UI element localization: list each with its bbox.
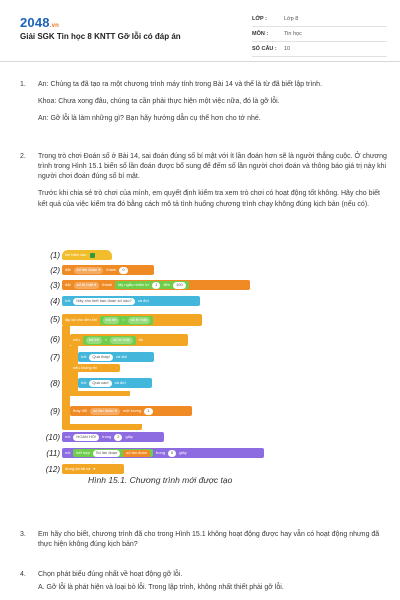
join-operator-block	[73, 449, 153, 457]
question-3	[20, 530, 390, 557]
block-label: trong	[155, 450, 166, 456]
block-label: và đợi	[114, 380, 126, 386]
question-body	[38, 80, 390, 124]
text-input: Quá cao!	[89, 380, 111, 387]
line-number: (10)	[45, 433, 60, 442]
block-label: nói	[65, 434, 71, 440]
block-label: nếu không thì	[73, 365, 98, 371]
variable-name: số lần đoán	[126, 450, 147, 456]
answer-option-a: A. Gỡ lỗi là phát hiện và loại bỏ lỗi. Trong lập trình, không nhất thiết phải gỡ lỗi.	[38, 584, 284, 592]
question-1	[20, 80, 390, 131]
block-label: nếu	[73, 337, 80, 343]
dialogue-line: Khoa: Chưa xong đâu, chúng ta cần phải thực hiện một việc nữa, đó là gỡ lỗi.	[38, 98, 280, 106]
meta-value: 10	[284, 46, 291, 53]
block-label: thay đổi	[73, 408, 88, 414]
logo-suffix: .vn	[49, 23, 60, 29]
paragraph: Trước khi chia sẻ trò chơi của mình, em quyết định kiểm tra xem trò chơi có hoạt động tốt không. Hãy cho biết kết quả của việc kiểm tra đó bằng cách mô tả tình huống chương trình chạy không đúng kịch bản (nếu có).	[38, 190, 380, 208]
block-label: thành	[106, 267, 117, 273]
set-secret-number-block	[62, 280, 250, 290]
meta-key: LỚP :	[252, 16, 267, 23]
block-label: giây	[125, 434, 133, 440]
block-label: thành	[102, 282, 113, 288]
line-number: (2)	[50, 266, 60, 275]
line-number: (7)	[50, 353, 60, 362]
block-label: hỏi	[81, 354, 87, 360]
scratch-program-figure	[40, 248, 300, 488]
block-label: dừng lại tất cả	[65, 466, 91, 472]
dialogue-line: An: Gỡ lỗi là làm những gì? Bạn hãy hướng dẫn cụ thể hơn cho tớ nhé.	[38, 115, 261, 123]
ask-too-low-block	[78, 352, 154, 362]
say-for-seconds-block	[62, 432, 164, 442]
question-number: 4.	[20, 571, 26, 578]
equals-operator-block	[100, 316, 153, 325]
block-label: hỏi	[65, 298, 71, 304]
block-label: lặp lại cho đến khi	[65, 317, 98, 323]
text-input: Số lần đoán	[93, 450, 120, 457]
variable-dropdown	[90, 408, 120, 415]
repeat-until-block	[62, 314, 202, 326]
value-input: 5	[168, 450, 176, 457]
set-variable-block	[62, 265, 154, 275]
block-label: kết hợp	[76, 450, 90, 456]
else-label	[70, 364, 120, 372]
line-number: (5)	[50, 315, 60, 324]
value-input: 1	[144, 408, 152, 415]
value-input: 100	[173, 282, 186, 289]
line-number: (3)	[50, 281, 60, 290]
greater-than-operator-block	[83, 336, 136, 345]
chevron-down-icon: ▾	[94, 282, 97, 288]
meta-value: Tin học	[284, 31, 302, 38]
text-input: HOAN HÔ!	[73, 434, 99, 441]
stop-all-block	[62, 464, 124, 474]
block-label: trong	[102, 434, 112, 440]
question-4	[20, 570, 390, 600]
variable-reporter: số bí mật	[128, 317, 150, 324]
question-2	[20, 152, 390, 217]
block-label: hỏi	[81, 380, 87, 386]
document-header	[0, 0, 400, 62]
value-input: 1	[152, 282, 160, 289]
question-body	[38, 570, 390, 593]
variable-dropdown	[74, 267, 104, 274]
question-number: 1.	[20, 81, 26, 88]
ask-and-wait-block	[62, 296, 200, 306]
block-label: đặt	[65, 267, 71, 273]
text-input: Hãy cho biết bạn đoán số nào?	[73, 298, 134, 305]
line-number: (8)	[50, 379, 60, 388]
paragraph: Em hãy cho biết, chương trình đã cho trong Hình 15.1 không hoạt động được hay vẫn có hoạt động nhưng đã thực hiện không đúng kịch bản?	[38, 531, 380, 549]
green-flag-icon	[90, 253, 95, 258]
meta-row-count	[252, 44, 387, 57]
meta-table	[252, 14, 387, 59]
chevron-down-icon: ▾	[98, 267, 101, 273]
question-number: 2.	[20, 153, 26, 160]
block-label: lấy ngẫu nhiên từ	[118, 282, 150, 288]
ask-too-high-block	[78, 378, 152, 388]
document-title: Giải SGK Tin học 8 KNTT Gỡ lỗi có đáp án	[20, 32, 181, 41]
block-label: một lượng	[122, 408, 142, 414]
repeat-bottom	[62, 424, 142, 430]
figure-caption: Hình 15.1. Chương trình mới được tạo	[88, 475, 233, 485]
block-label: khi bấm vào	[65, 252, 87, 258]
answer-reporter: trả lời	[86, 337, 102, 344]
variable-name: số lần đoán	[93, 408, 114, 414]
meta-key: MÔN :	[252, 31, 269, 38]
variable-reporter: số bí mật	[110, 337, 132, 344]
block-label: thì	[138, 337, 144, 343]
value-input: 0	[119, 267, 127, 274]
paragraph: Chọn phát biểu đúng nhất về hoạt động gỡ lỗi.	[38, 571, 183, 578]
paragraph: Trong trò chơi Đoán số ở Bài 14, sai đoán đúng số bí mật với ít lần đoán hơn sẽ là người thắng cuộc. Ở chương trình trong Hình 15.1 biến số lần đoán được bổ sung để đếm số lần người chơi đoán và thông báo giá trị này khi người chơi đoán đúng số bí mật.	[38, 153, 387, 181]
question-body	[38, 152, 390, 210]
line-number: (9)	[50, 407, 60, 416]
chevron-down-icon: ▾	[114, 408, 117, 414]
random-operator-block	[115, 281, 189, 289]
if-else-bottom	[70, 391, 130, 396]
question-body	[38, 530, 390, 550]
logo-main: 2048	[20, 15, 50, 30]
answer-reporter: trả lời	[103, 317, 119, 324]
operator-symbol: =	[122, 317, 125, 323]
question-number: 3.	[20, 531, 26, 538]
block-label: nói	[65, 450, 71, 456]
line-number: (11)	[46, 449, 60, 458]
line-number: (6)	[50, 335, 60, 344]
value-input: 2	[114, 434, 122, 441]
meta-key: SỐ CÂU :	[252, 46, 277, 53]
meta-row-class	[252, 14, 387, 27]
text-input: Quá thấp!	[89, 354, 113, 361]
say-join-block	[62, 448, 264, 458]
block-label: đến	[163, 282, 171, 288]
block-label: và đợi	[137, 298, 149, 304]
when-flag-clicked-block	[62, 250, 112, 260]
change-variable-block	[70, 406, 192, 416]
block-label: và đợi	[115, 354, 127, 360]
chevron-down-icon: ▾	[93, 466, 96, 472]
variable-dropdown	[74, 282, 100, 289]
line-number: (4)	[50, 297, 60, 306]
meta-value: Lớp 8	[284, 16, 299, 23]
block-label: giây	[179, 450, 187, 456]
repeat-arm	[62, 326, 70, 426]
block-label: đặt	[65, 282, 71, 288]
line-number: (1)	[50, 251, 60, 260]
variable-reporter	[123, 450, 150, 457]
dialogue-line: An: Chúng ta đã tạo ra một chương trình máy tính trong Bài 14 và thế là từ đã biết lập trình.	[38, 81, 323, 88]
variable-name: số lần đoán	[76, 267, 98, 273]
line-number: (12)	[45, 465, 60, 474]
operator-symbol: >	[104, 337, 108, 343]
if-else-block	[70, 334, 188, 346]
meta-row-subject	[252, 29, 387, 42]
variable-name: số bí mật	[76, 282, 94, 288]
